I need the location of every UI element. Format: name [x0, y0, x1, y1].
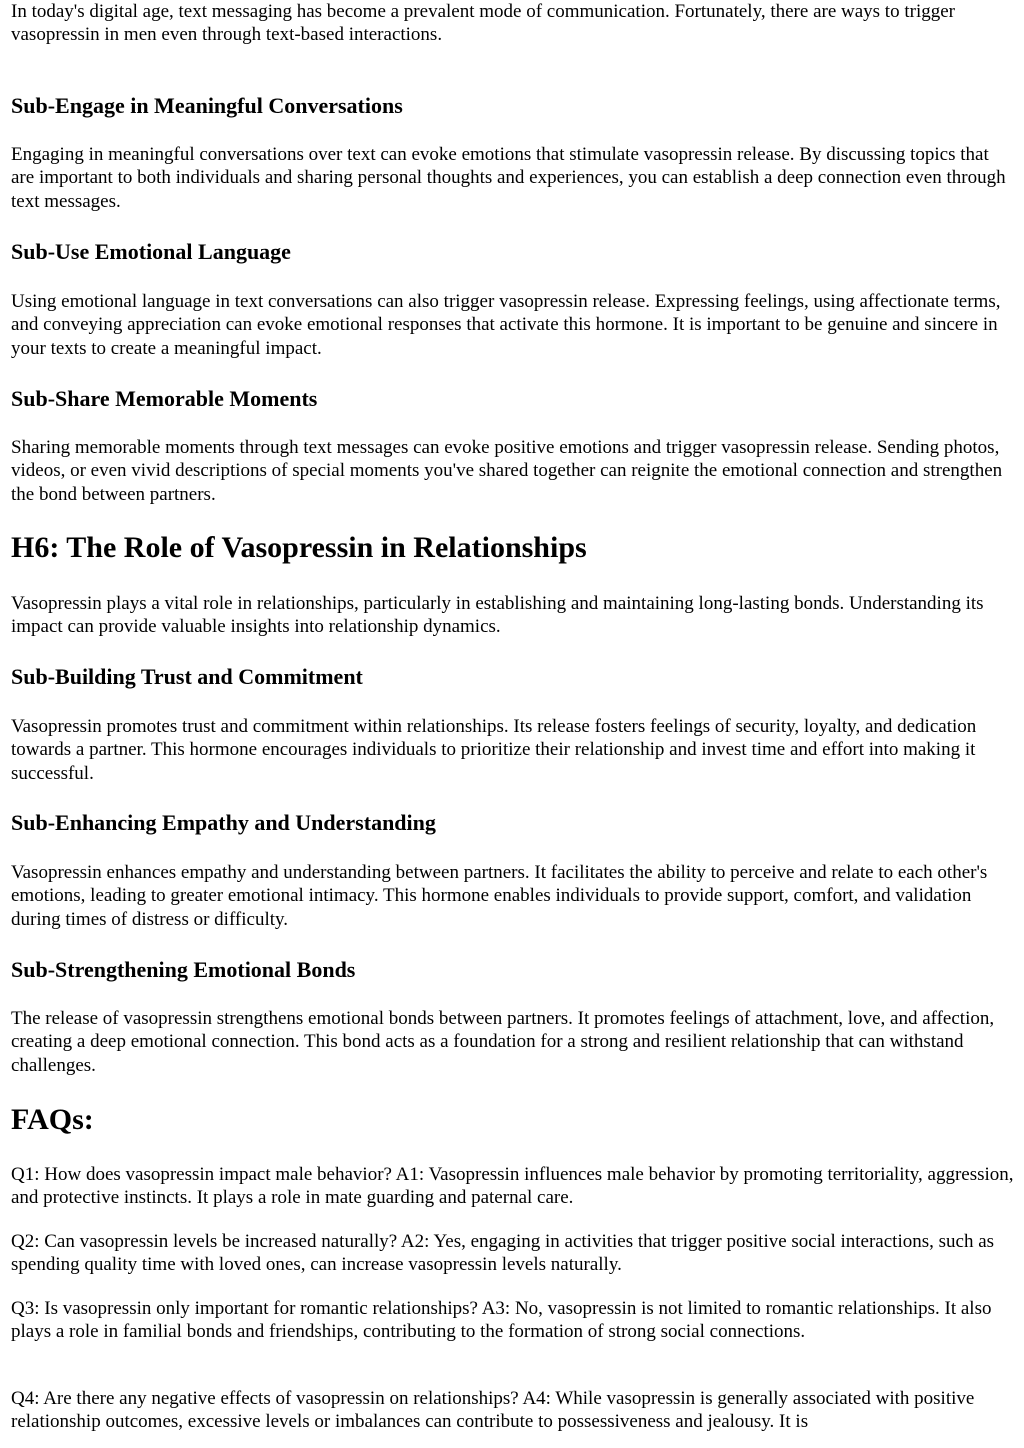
- intro-paragraph: In today's digital age, text messaging has become a prevalent mode of communication. Fortunately, there are ways to trigger vasopressin in men even through text-based interactions.: [11, 1, 955, 46]
- role-heading: H6: The Role of Vasopressin in Relationships: [11, 531, 587, 564]
- section-body-bonds: The release of vasopressin strengthens emotional bonds between partners. It promotes feelings of attachment, love, and affection, creating a deep emotional connection. This bond acts as a foundation for a strong and resilient relationship that can withstand challenges.: [11, 1008, 995, 1076]
- section-body-engage: Engaging in meaningful conversations over text can evoke emotions that stimulate vasopressin release. By discussing topics that are important to both individuals and sharing personal thoughts and experiences, you can establish a deep connection even through text messages.: [11, 144, 1006, 212]
- section-heading-emotional-language: Sub-Use Emotional Language: [11, 239, 291, 264]
- faq-item: Q1: How does vasopressin impact male behavior? A1: Vasopressin influences male behavior by promoting territoriality, aggression, and protective instincts. It plays a role in mate guarding and paternal care.: [11, 1164, 1014, 1209]
- section-heading-empathy: Sub-Enhancing Empathy and Understanding: [11, 810, 436, 835]
- faq-heading: FAQs:: [11, 1103, 94, 1136]
- section-body-memorable-moments: Sharing memorable moments through text messages can evoke positive emotions and trigger vasopressin release. Sending photos, videos, or even vivid descriptions of special moments you've shared together can reignite the emotional connection and strengthen the bond between partners.: [11, 437, 1003, 505]
- faq-item: Q2: Can vasopressin levels be increased naturally? A2: Yes, engaging in activities that trigger positive social interactions, such as spending quality time with loved ones, can increase vasopressin levels naturally.: [11, 1231, 995, 1276]
- section-body-emotional-language: Using emotional language in text conversations can also trigger vasopressin release. Expressing feelings, using affectionate terms, and conveying appreciation can evoke emotional responses that activate this hormone. It is important to be genuine and sincere in your texts to create a meaningful impact.: [11, 291, 1001, 359]
- faq-item: Q4: Are there any negative effects of vasopressin on relationships? A4: While vasopressin is generally associated with positive relationship outcomes, excessive levels or imbalances can contribute to possessiveness and jealousy. It is: [11, 1388, 975, 1433]
- section-heading-engage: Sub-Engage in Meaningful Conversations: [11, 93, 403, 118]
- section-body-empathy: Vasopressin enhances empathy and understanding between partners. It facilitates the ability to perceive and relate to each other's emotions, leading to greater emotional intimacy. This hormone enables individuals to provide support, comfort, and validation during times of distress or difficulty.: [11, 862, 988, 930]
- section-heading-trust: Sub-Building Trust and Commitment: [11, 664, 363, 689]
- section-heading-memorable-moments: Sub-Share Memorable Moments: [11, 386, 318, 411]
- faq-item: Q3: Is vasopressin only important for romantic relationships? A3: No, vasopressin is not limited to romantic relationships. It also plays a role in familial bonds and friendships, contributing to the formation of strong social connections.: [11, 1298, 992, 1343]
- section-heading-bonds: Sub-Strengthening Emotional Bonds: [11, 957, 356, 982]
- section-body-trust: Vasopressin promotes trust and commitment within relationships. Its release fosters feelings of security, loyalty, and dedication towards a partner. This hormone encourages individuals to prioritize their relationship and invest time and effort into making it successful.: [11, 716, 977, 784]
- role-body: Vasopressin plays a vital role in relationships, particularly in establishing and maintaining long-lasting bonds. Understanding its impact can provide valuable insights into relationship dynamics.: [11, 593, 984, 638]
